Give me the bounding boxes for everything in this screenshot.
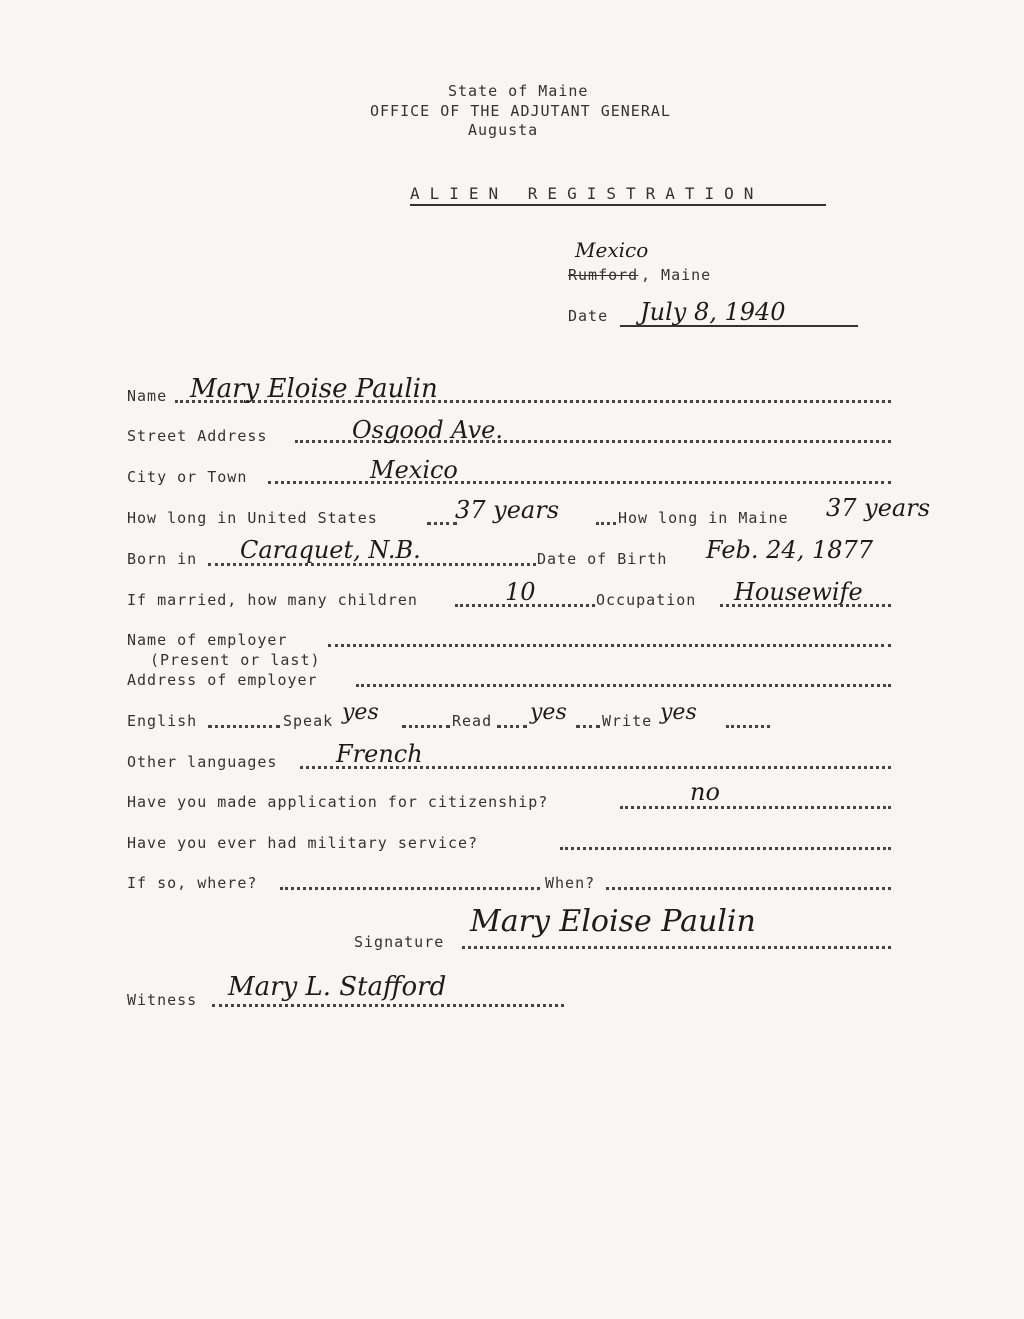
header-office: OFFICE OF THE ADJUTANT GENERAL bbox=[370, 102, 671, 120]
read-dots-b bbox=[576, 725, 600, 728]
witness-value: Mary L. Stafford bbox=[228, 972, 447, 1002]
signature-dots bbox=[462, 946, 891, 949]
handwritten-town: Mexico bbox=[575, 238, 649, 262]
name-value: Mary Eloise Paulin bbox=[190, 374, 438, 404]
how-long-us-value: 37 years bbox=[455, 496, 560, 524]
military-dots bbox=[560, 847, 891, 850]
city-label: City or Town bbox=[127, 468, 248, 486]
witness-label: Witness bbox=[127, 991, 198, 1009]
occupation-value: Housewife bbox=[734, 578, 863, 606]
how-long-dots-b bbox=[596, 522, 616, 525]
name-label: Name bbox=[127, 387, 168, 405]
read-label: Read bbox=[452, 712, 493, 730]
citizenship-value: no bbox=[690, 778, 720, 806]
children-label: If married, how many children bbox=[127, 591, 418, 609]
how-long-us-label: How long in United States bbox=[127, 509, 378, 527]
employer-address-dots bbox=[356, 684, 891, 687]
date-of-birth-value: Feb. 24, 1877 bbox=[706, 536, 874, 564]
military-label: Have you ever had military service? bbox=[127, 834, 479, 852]
date-value: July 8, 1940 bbox=[640, 298, 786, 326]
read-value: yes bbox=[530, 700, 567, 725]
how-long-dots-a bbox=[427, 522, 457, 525]
how-long-maine-value: 37 years bbox=[826, 494, 931, 522]
citizenship-label: Have you made application for citizenship? bbox=[127, 793, 549, 811]
street-label: Street Address bbox=[127, 427, 268, 445]
english-label: English bbox=[127, 712, 198, 730]
born-in-label: Born in bbox=[127, 550, 198, 568]
when-dots bbox=[606, 887, 891, 890]
employer-name-label: Name of employer bbox=[127, 631, 288, 649]
witness-dots bbox=[212, 1004, 564, 1007]
signature-value: Mary Eloise Paulin bbox=[470, 904, 756, 939]
where-label: If so, where? bbox=[127, 874, 258, 892]
header-state: State of Maine bbox=[448, 82, 589, 100]
write-label: Write bbox=[602, 712, 653, 730]
signature-label: Signature bbox=[354, 933, 445, 951]
where-dots bbox=[280, 887, 540, 890]
street-value: Osgood Ave. bbox=[352, 416, 503, 444]
employer-sub-label: (Present or last) bbox=[150, 651, 321, 669]
other-languages-value: French bbox=[336, 740, 423, 768]
city-value: Mexico bbox=[370, 456, 458, 484]
write-dots bbox=[726, 725, 770, 728]
title-underline bbox=[410, 204, 826, 206]
how-long-maine-label: How long in Maine bbox=[618, 509, 789, 527]
citizenship-dots bbox=[620, 806, 891, 809]
typed-town-struck: Rumford bbox=[568, 266, 639, 284]
write-value: yes bbox=[660, 700, 697, 725]
speak-dots bbox=[402, 725, 450, 728]
english-dots bbox=[208, 725, 280, 728]
date-of-birth-label: Date of Birth bbox=[537, 550, 668, 568]
header-city: Augusta bbox=[468, 121, 539, 139]
born-in-value: Caraquet, N.B. bbox=[240, 536, 421, 564]
employer-name-dots bbox=[328, 644, 891, 647]
state-suffix: , Maine bbox=[641, 266, 712, 284]
when-label: When? bbox=[545, 874, 596, 892]
speak-label: Speak bbox=[283, 712, 334, 730]
city-dots bbox=[268, 481, 891, 484]
employer-address-label: Address of employer bbox=[127, 671, 318, 689]
speak-value: yes bbox=[342, 700, 379, 725]
other-languages-label: Other languages bbox=[127, 753, 278, 771]
read-dots-a bbox=[497, 725, 527, 728]
children-value: 10 bbox=[505, 578, 536, 606]
occupation-label: Occupation bbox=[596, 591, 697, 609]
form-title: ALIEN REGISTRATION bbox=[410, 184, 764, 203]
date-label: Date bbox=[568, 307, 609, 325]
